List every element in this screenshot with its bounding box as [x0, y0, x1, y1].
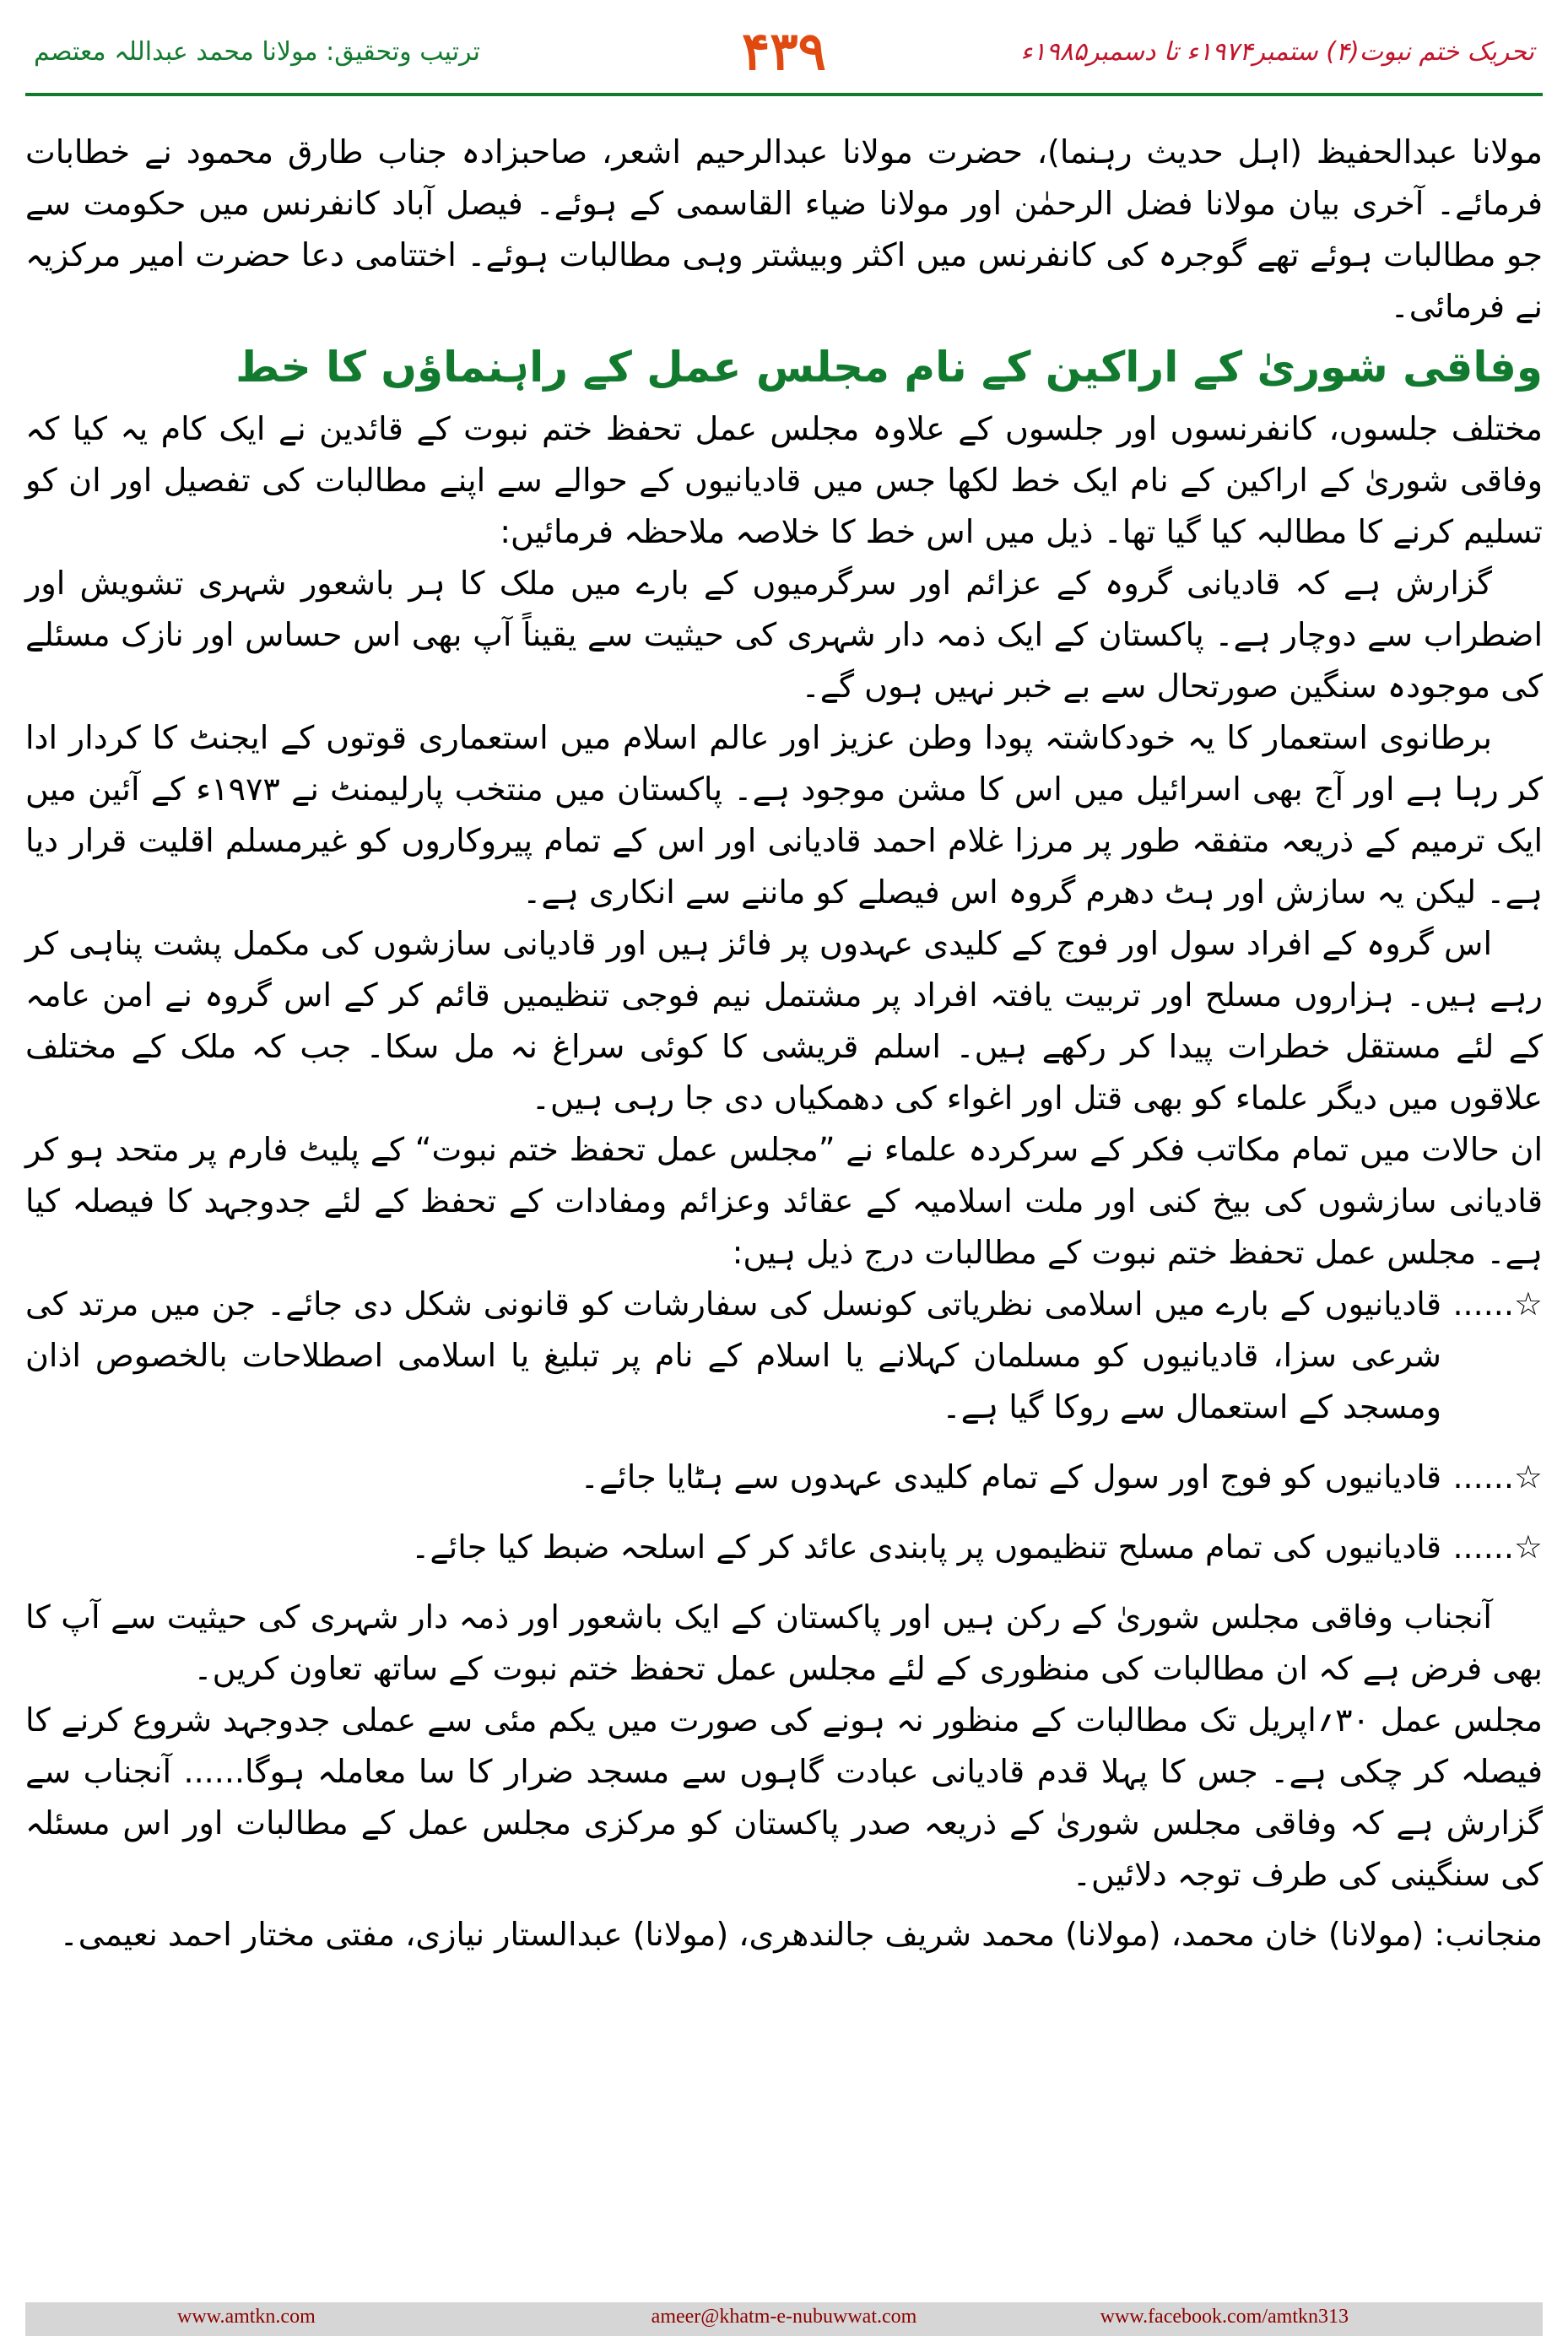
page-footer — [25, 2302, 1543, 2336]
demand-item — [25, 1522, 1543, 1573]
demand-text: قادیانیوں کے بارے میں اسلامی نظریاتی کونسل کی سفارشات کو قانونی شکل دی جائے۔ جن میں مرتد کی شرعی سزا، قادیانیوں کو مسلمان کہلانے یا اسلام کے نام پر تبلیغ یا اسلامی اصطلاحات بالخصوص اذان ومسجد کے استعمال سے روکا گیا ہے۔ — [25, 1285, 1441, 1425]
star-icon: ☆...... — [1452, 1458, 1543, 1496]
demand-text: قادیانیوں کو فوج اور سول کے تمام کلیدی عہدوں سے ہٹایا جائے۔ — [580, 1458, 1441, 1496]
email-link[interactable]: ameer@khatm-e-nubuwwat.com — [651, 2306, 917, 2328]
facebook-link[interactable]: www.facebook.com/amtkn313 — [1100, 2306, 1349, 2328]
demand-item — [25, 1279, 1543, 1433]
signatories: منجانب: (مولانا) خان محمد، (مولانا) محمد شریف جالندھری، (مولانا) عبدالستار نیازی، مفتی مختار احمد نعیمی۔ — [59, 1916, 1543, 1953]
letter-paragraph-5: آنجناب وفاقی مجلس شوریٰ کے رکن ہیں اور پاکستان کے ایک باشعور اور ذمہ دار شہری کی حیثیت سے آپ کا بھی فرض ہے کہ ان مطالبات کی منظوری کے لئے مجلس عمل تحفظ ختم نبوت کے ساتھ تعاون کریں۔ — [25, 1598, 1543, 1687]
star-icon: ☆...... — [1452, 1528, 1543, 1566]
letter-paragraph-4: ان حالات میں تمام مکاتب فکر کے سرکردہ علماء نے ”مجلس عمل تحفظ ختم نبوت“ کے پلیٹ فارم پر متحد ہو کر قادیانی سازشوں کی بیخ کنی اور ملت اسلامیہ کے عقائد وعزائم ومفادات کے تحفظ کے لئے جدوجہد کا فیصلہ کیا ہے۔ مجلس عمل تحفظ ختم نبوت کے مطالبات درج ذیل ہیں: — [25, 1131, 1543, 1271]
letter-paragraph-2: برطانوی استعمار کا یہ خودکاشتہ پودا وطن عزیز اور عالم اسلام میں استعماری قوتوں کے ایجنٹ کا کردار ادا کر رہا ہے اور آج بھی اسرائیل میں اس کا مشن موجود ہے۔ پاکستان میں منتخب پارلیمنٹ نے ۱۹۷۳ء کے آئین میں ایک ترمیم کے ذریعہ متفقہ طور پر مرزا غلام احمد قادیانی اور اس کے تمام پیروکاروں کو غیرمسلم اقلیت قرار دیا ہے۔ لیکن یہ سازش اور ہٹ دھرم گروہ اس فیصلے کو ماننے سے انکاری ہے۔ — [25, 719, 1543, 911]
demand-item — [25, 1452, 1543, 1503]
compiler-credit: ترتیب وتحقیق: مولانا محمد عبداللہ معتصم — [34, 37, 480, 67]
section-heading: وفاقی شوریٰ کے اراکین کے نام مجلس عمل کے راہنماؤں کا خط — [235, 343, 1543, 392]
letter-paragraph-1: گزارش ہے کہ قادیانی گروہ کے عزائم اور سرگرمیوں کے بارے میں ملک کا ہر باشعور شہری تشویش اور اضطراب سے دوچار ہے۔ پاکستان کے ایک ذمہ دار شہری کی حیثیت سے یقیناً آپ بھی اس حساس اور نازک مسئلے کی موجودہ سنگین صورتحال سے بے خبر نہیں ہوں گے۔ — [25, 565, 1543, 705]
header-divider — [25, 93, 1543, 96]
star-icon: ☆...... — [1452, 1285, 1543, 1322]
letter-paragraph-6: مجلس عمل ۳۰؍اپریل تک مطالبات کے منظور نہ ہونے کی صورت میں یکم مئی سے عملی جدوجہد شروع کرنے کا فیصلہ کر چکی ہے۔ جس کا پہلا قدم قادیانی عبادت گاہوں سے مسجد ضرار کا سا معاملہ ہوگا...... آنجناب سے گزارش ہے کہ وفاقی مجلس شوریٰ کے ذریعہ صدر پاکستان کو مرکزی مجلس عمل کے مطالبات اور اس مسئلہ کی سنگینی کی طرف توجہ دلائیں۔ — [25, 1701, 1543, 1893]
intro-paragraph: مولانا عبدالحفیظ (اہل حدیث رہنما)، حضرت مولانا عبدالرحیم اشعر، صاحبزادہ جناب طارق محمود نے خطابات فرمائے۔ آخری بیان مولانا فضل الرحمٰن اور مولانا ضیاء القاسمی کے ہوئے۔ فیصل آباد کانفرنس میں حکومت سے جو مطالبات ہوئے تھے گوجرہ کی کانفرنس میں اکثر وبیشتر وہی مطالبات ہوئے۔ اختتامی دعا حضرت امیر مرکزیہ نے فرمائی۔ — [25, 133, 1543, 325]
page-header — [0, 0, 1568, 93]
letter-paragraph-3: اس گروہ کے افراد سول اور فوج کے کلیدی عہدوں پر فائز ہیں اور قادیانی سازشوں کی مکمل پشت پناہی کر رہے ہیں۔ ہزاروں مسلح اور تربیت یافتہ افراد پر مشتمل نیم فوجی تنظیمیں قائم کر کے اس گروہ نے امن عامہ کے لئے مستقل خطرات پیدا کر رکھے ہیں۔ اسلم قریشی کا کوئی سراغ نہ مل سکا۔ جب کہ ملک کے مختلف علاقوں میں دیگر علماء کو بھی قتل اور اغواء کی دھمکیاں دی جا رہی ہیں۔ — [25, 925, 1543, 1117]
letter-intro-paragraph: مختلف جلسوں، کانفرنسوں اور جلسوں کے علاوہ مجلس عمل تحفظ ختم نبوت کے قائدین نے ایک کام یہ کیا کہ وفاقی شوریٰ کے اراکین کے نام ایک خط لکھا جس میں قادیانیوں کے حوالے سے اپنے مطالبات کی تفصیل اور ان کو تسلیم کرنے کا مطالبہ کیا گیا تھا۔ ذیل میں اس خط کا خلاصہ ملاحظہ فرمائیں: — [25, 410, 1543, 550]
demand-text: قادیانیوں کی تمام مسلح تنظیموں پر پابندی عائد کر کے اسلحہ ضبط کیا جائے۔ — [411, 1528, 1441, 1566]
page-number: ۴۳۹ — [742, 20, 826, 82]
book-title: تحریک ختم نبوت(۴) ستمبر۱۹۷۴ء تا دسمبر۱۹۸۵ء — [1020, 37, 1534, 67]
website-link[interactable]: www.amtkn.com — [177, 2306, 316, 2328]
page-body — [25, 127, 1543, 2279]
